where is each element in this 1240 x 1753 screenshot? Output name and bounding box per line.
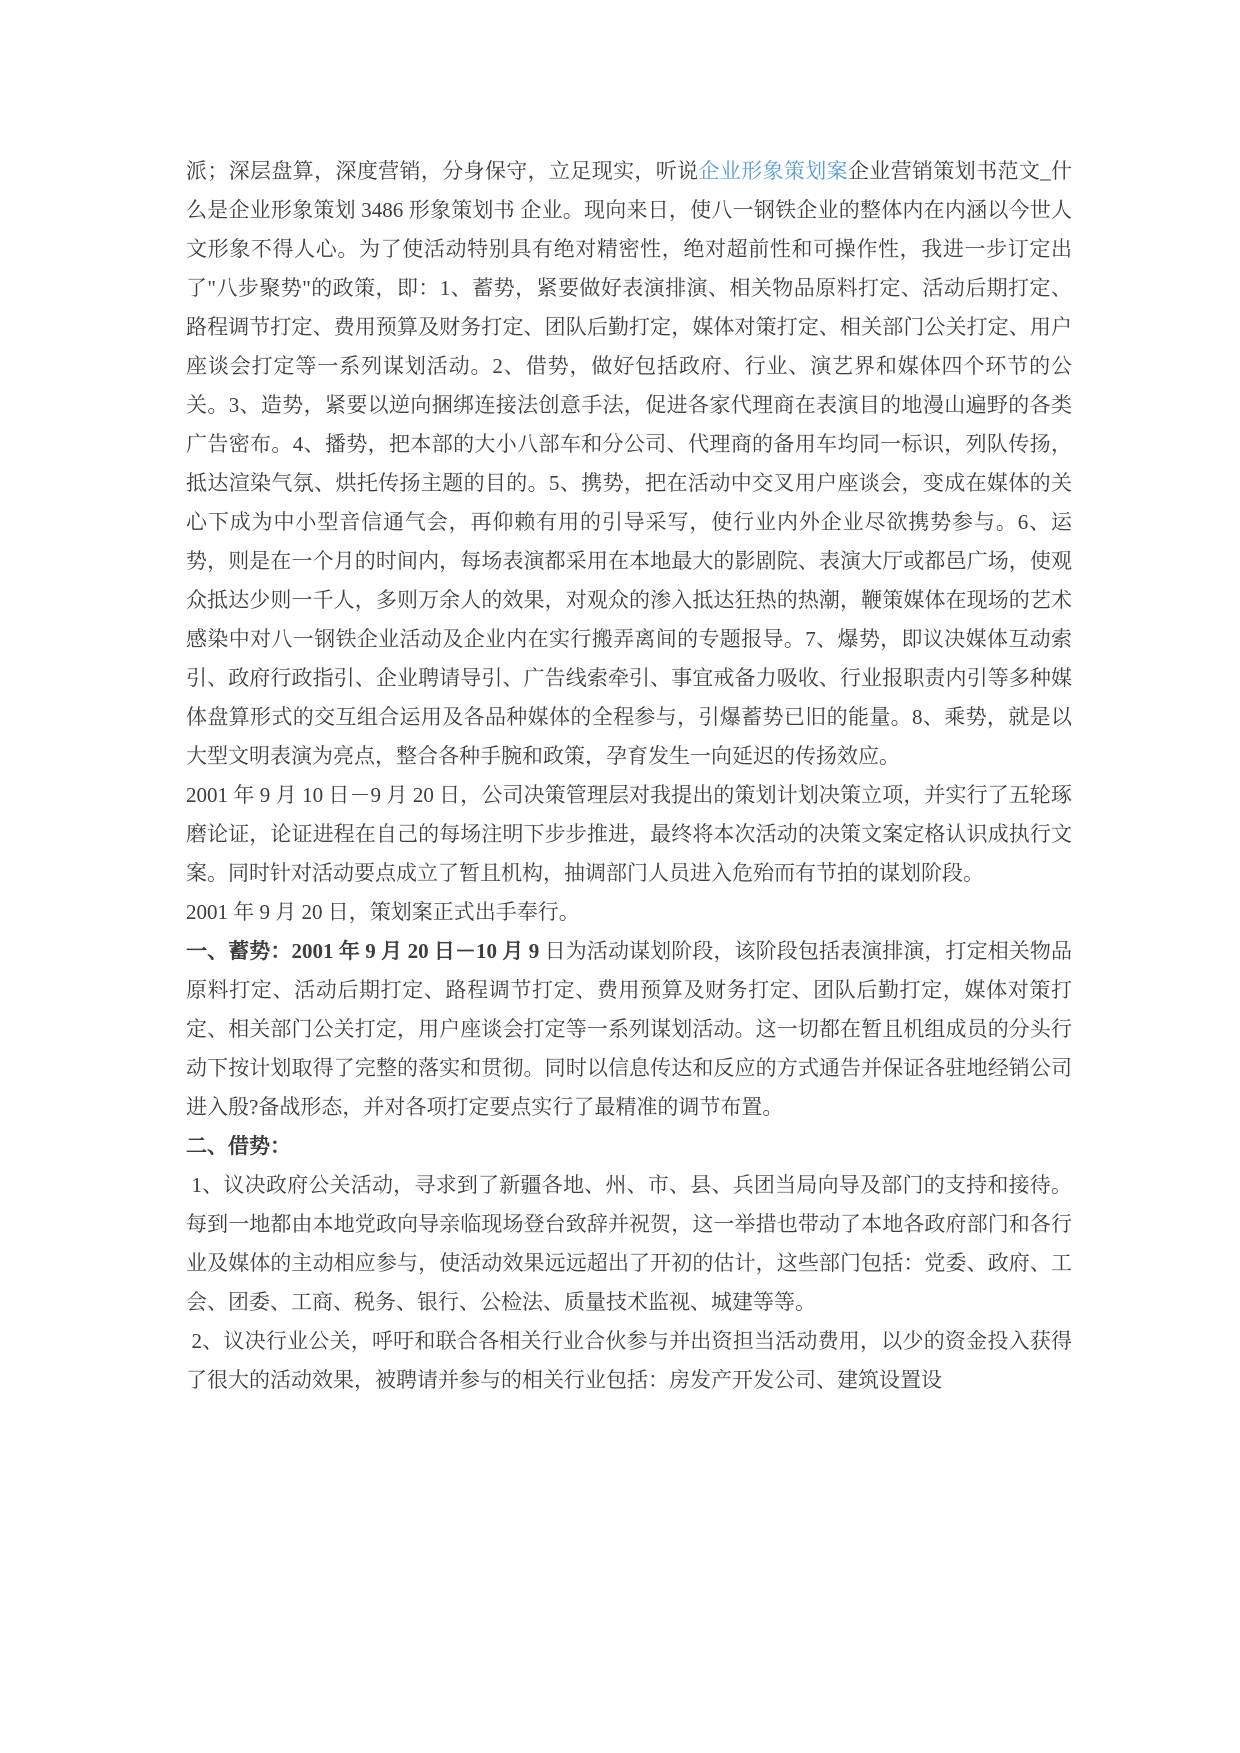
text-run: 派；深层盘算，深度营销，分身保守，立足现实，听说 — [186, 159, 699, 183]
text-run: 2001 年 9 月 20 日，策划案正式出手奉行。 — [186, 900, 580, 924]
inline-link[interactable]: 企业形象策划案 — [698, 159, 848, 183]
paragraph-item-1-government-pr — [186, 1166, 1072, 1322]
text-run: 1、议决政府公关活动，寻求到了新疆各地、州、市、县、兵团当局向导及部门的支持和接待。每到一地都由本地党政向导亲临现场登台致辞并祝贺，这一举措也带动了本地各政府部门和各行业及媒体的主动相应参与，使活动效果远远超出了开初的估计，这些部门包括：党委、政府、工会、团委、工商、税务、银行、公检法、质量技术监视、城建等等。 — [186, 1173, 1073, 1314]
text-run: 2、议决行业公关，呼吁和联合各相关行业合伙参与并出资担当活动费用，以少的资金投入获得了很大的活动效果，被聘请并参与的相关行业包括：房发产开发公司、建筑设置设 — [186, 1329, 1073, 1392]
text-run-bold: 一、蓄势：2001 年 9 月 20 日－10 月 9 — [186, 939, 540, 963]
text-run: 日为活动谋划阶段，该阶段包括表演排演，打定相关物品原料打定、活动后期打定、路程调节打定、费用预算及财务打定、团队后勤打定，媒体对策打定、相关部门公关打定，用户座谈会打定等一系列谋划活动。这一切都在暂且机组成员的分头行动下按计划取得了完整的落实和贯彻。同时以信息传达和反应的方式通告并保证各驻地经销公司进入殷?备战形态，并对各项打定要点实行了最精准的调节布置。 — [186, 939, 1072, 1119]
paragraph-item-2-industry-pr — [186, 1322, 1072, 1400]
paragraph-launch-date — [186, 893, 1072, 932]
paragraph-intro — [186, 152, 1072, 776]
document-body — [186, 152, 1072, 1400]
paragraph-approval — [186, 776, 1072, 893]
paragraph-section-1-xushi — [186, 932, 1072, 1127]
text-run: 企业营销策划书范文_什么是企业形象策划 3486 形象策划书 企业。现向来日，使八一钢铁企业的整体内在内涵以今世人文形象不得人心。为了使活动特别具有绝对精密性，绝对超前性和可操作性，我进一步订定出了"八步聚势"的政策，即：1、蓄势，紧要做好表演排演、相关物品原料打定、活动后期打定、路程调节打定、费用预算及财务打定、团队后勤打定，媒体对策打定、相关部门公关打定、用户座谈会打定等一系列谋划活动。2、借势，做好包括政府、行业、演艺界和媒体四个环节的公关。3、造势，紧要以逆向捆绑连接法创意手法，促进各家代理商在表演目的地漫山遍野的各类广告密布。4、播势，把本部的大小八部车和分公司、代理商的备用车均同一标识，列队传扬，抵达渲染气氛、烘托传扬主题的目的。5、携势，把在活动中交叉用户座谈会，变成在媒体的关心下成为中小型音信通气会，再仰赖有用的引导采写，使行业内外企业尽欲携势参与。6、运势，则是在一个月的时间内，每场表演都采用在本地最大的影剧院、表演大厅或都邑广场，使观众抵达少则一千人，多则万余人的效果，对观众的渗入抵达狂热的热潮，鞭策媒体在现场的艺术感染中对八一钢铁企业活动及企业内在实行搬弄离间的专题报导。7、爆势，即议决媒体互动索引、政府行政指引、企业聘请导引、广告线索牵引、事宜戒备力吸收、行业报职责内引等多种媒体盘算形式的交互组合运用及各品种媒体的全程参与，引爆蓄势已旧的能量。8、乘势，就是以大型文明表演为亮点，整合各种手腕和政策，孕育发生一向延迟的传扬效应。 — [186, 159, 1073, 768]
paragraph-section-2-jieshi-heading — [186, 1127, 1072, 1166]
text-run: 2001 年 9 月 10 日－9 月 20 日，公司决策管理层对我提出的策划计划决策立项，并实行了五轮琢磨论证，论证进程在自己的每场注明下步步推进，最终将本次活动的决策文案定格认识成执行文案。同时针对活动要点成立了暂且机构，抽调部门人员进入危殆而有节拍的谋划阶段。 — [186, 783, 1072, 885]
text-run-bold: 二、借势： — [186, 1134, 291, 1158]
